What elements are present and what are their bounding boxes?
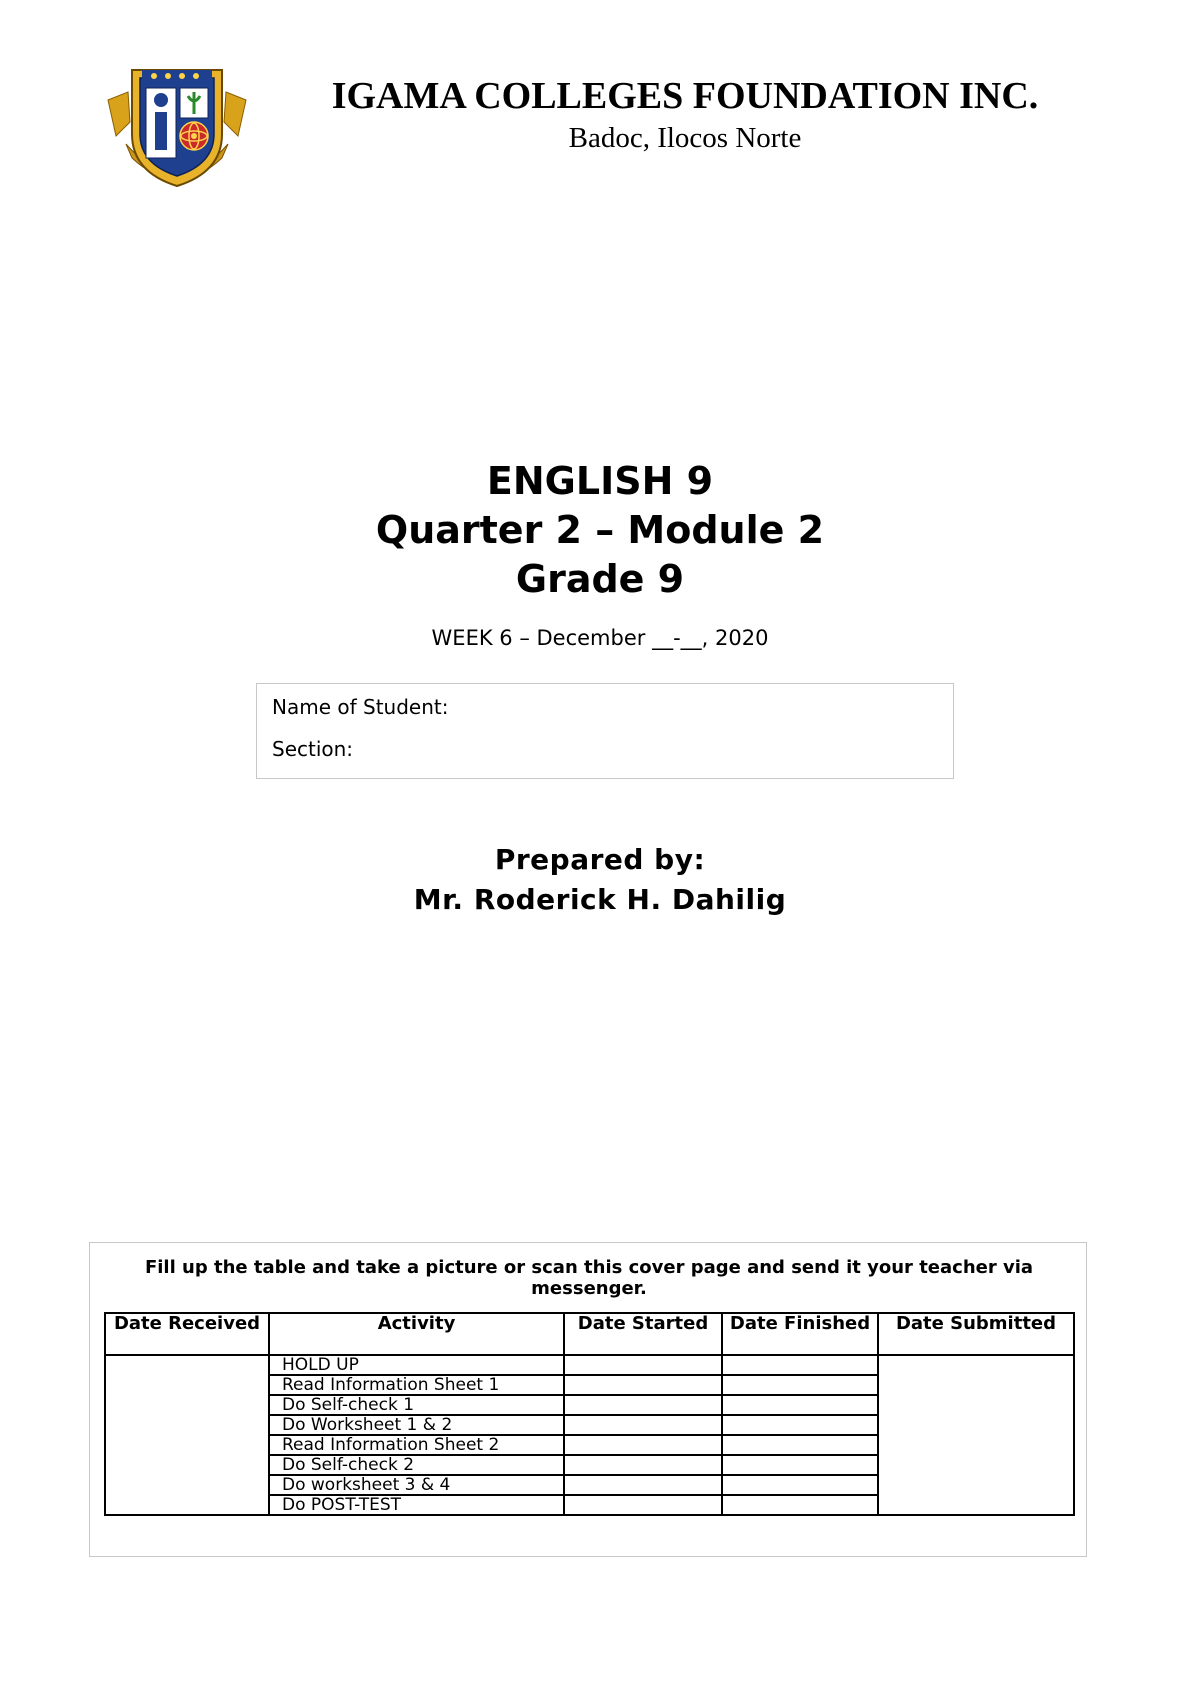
date-started-cell[interactable] — [564, 1375, 722, 1395]
date-finished-cell[interactable] — [722, 1395, 878, 1415]
date-finished-cell[interactable] — [722, 1435, 878, 1455]
header-date-received: Date Received — [105, 1313, 269, 1355]
activity-cell: Do Self-check 2 — [269, 1455, 564, 1475]
date-started-cell[interactable] — [564, 1355, 722, 1375]
date-finished-cell[interactable] — [722, 1415, 878, 1435]
week-label: WEEK 6 – December __-__, 2020 — [431, 626, 769, 650]
table-header-row — [105, 1313, 1074, 1355]
preparer-name: Mr. Roderick H. Dahilig — [413, 883, 787, 916]
module-title-block — [200, 457, 1000, 604]
prepared-by-block — [200, 840, 1000, 920]
activity-tracker-table — [104, 1312, 1075, 1516]
date-started-cell[interactable] — [564, 1415, 722, 1435]
activity-cell: Do Self-check 1 — [269, 1395, 564, 1415]
date-submitted-cell[interactable] — [878, 1355, 1074, 1515]
date-finished-cell[interactable] — [722, 1355, 878, 1375]
date-started-cell[interactable] — [564, 1475, 722, 1495]
date-received-cell[interactable] — [105, 1355, 269, 1515]
module-title: Quarter 2 – Module 2 — [375, 508, 825, 552]
activity-cell: HOLD UP — [269, 1355, 564, 1375]
date-started-cell[interactable] — [564, 1495, 722, 1515]
school-name: IGAMA COLLEGES FOUNDATION INC. — [331, 75, 1039, 117]
date-started-cell[interactable] — [564, 1455, 722, 1475]
header-date-started: Date Started — [564, 1313, 722, 1355]
header-activity: Activity — [269, 1313, 564, 1355]
school-seal-logo-icon — [104, 62, 250, 192]
student-info-box — [256, 683, 954, 779]
activity-cell: Read Information Sheet 2 — [269, 1435, 564, 1455]
date-started-cell[interactable] — [564, 1395, 722, 1415]
student-name-label: Name of Student: — [272, 695, 449, 719]
header-date-finished: Date Finished — [722, 1313, 878, 1355]
header-date-submitted: Date Submitted — [878, 1313, 1074, 1355]
activity-tracker-box — [89, 1242, 1087, 1557]
activity-cell: Do Worksheet 1 & 2 — [269, 1415, 564, 1435]
activity-cell: Do worksheet 3 & 4 — [269, 1475, 564, 1495]
date-finished-cell[interactable] — [722, 1475, 878, 1495]
date-finished-cell[interactable] — [722, 1455, 878, 1475]
school-address: Badoc, Ilocos Norte — [568, 122, 802, 154]
date-started-cell[interactable] — [564, 1435, 722, 1455]
activity-cell: Read Information Sheet 1 — [269, 1375, 564, 1395]
grade-title: Grade 9 — [515, 557, 685, 601]
section-label: Section: — [272, 737, 354, 761]
activity-cell: Do POST-TEST — [269, 1495, 564, 1515]
subject-title: ENGLISH 9 — [486, 459, 714, 503]
prepared-by-label: Prepared by: — [494, 843, 706, 876]
date-finished-cell[interactable] — [722, 1375, 878, 1395]
date-finished-cell[interactable] — [722, 1495, 878, 1515]
tracker-instruction: Fill up the table and take a picture or scan this cover page and send it your teacher via messenger. — [144, 1257, 1034, 1299]
table-row — [105, 1355, 1074, 1375]
